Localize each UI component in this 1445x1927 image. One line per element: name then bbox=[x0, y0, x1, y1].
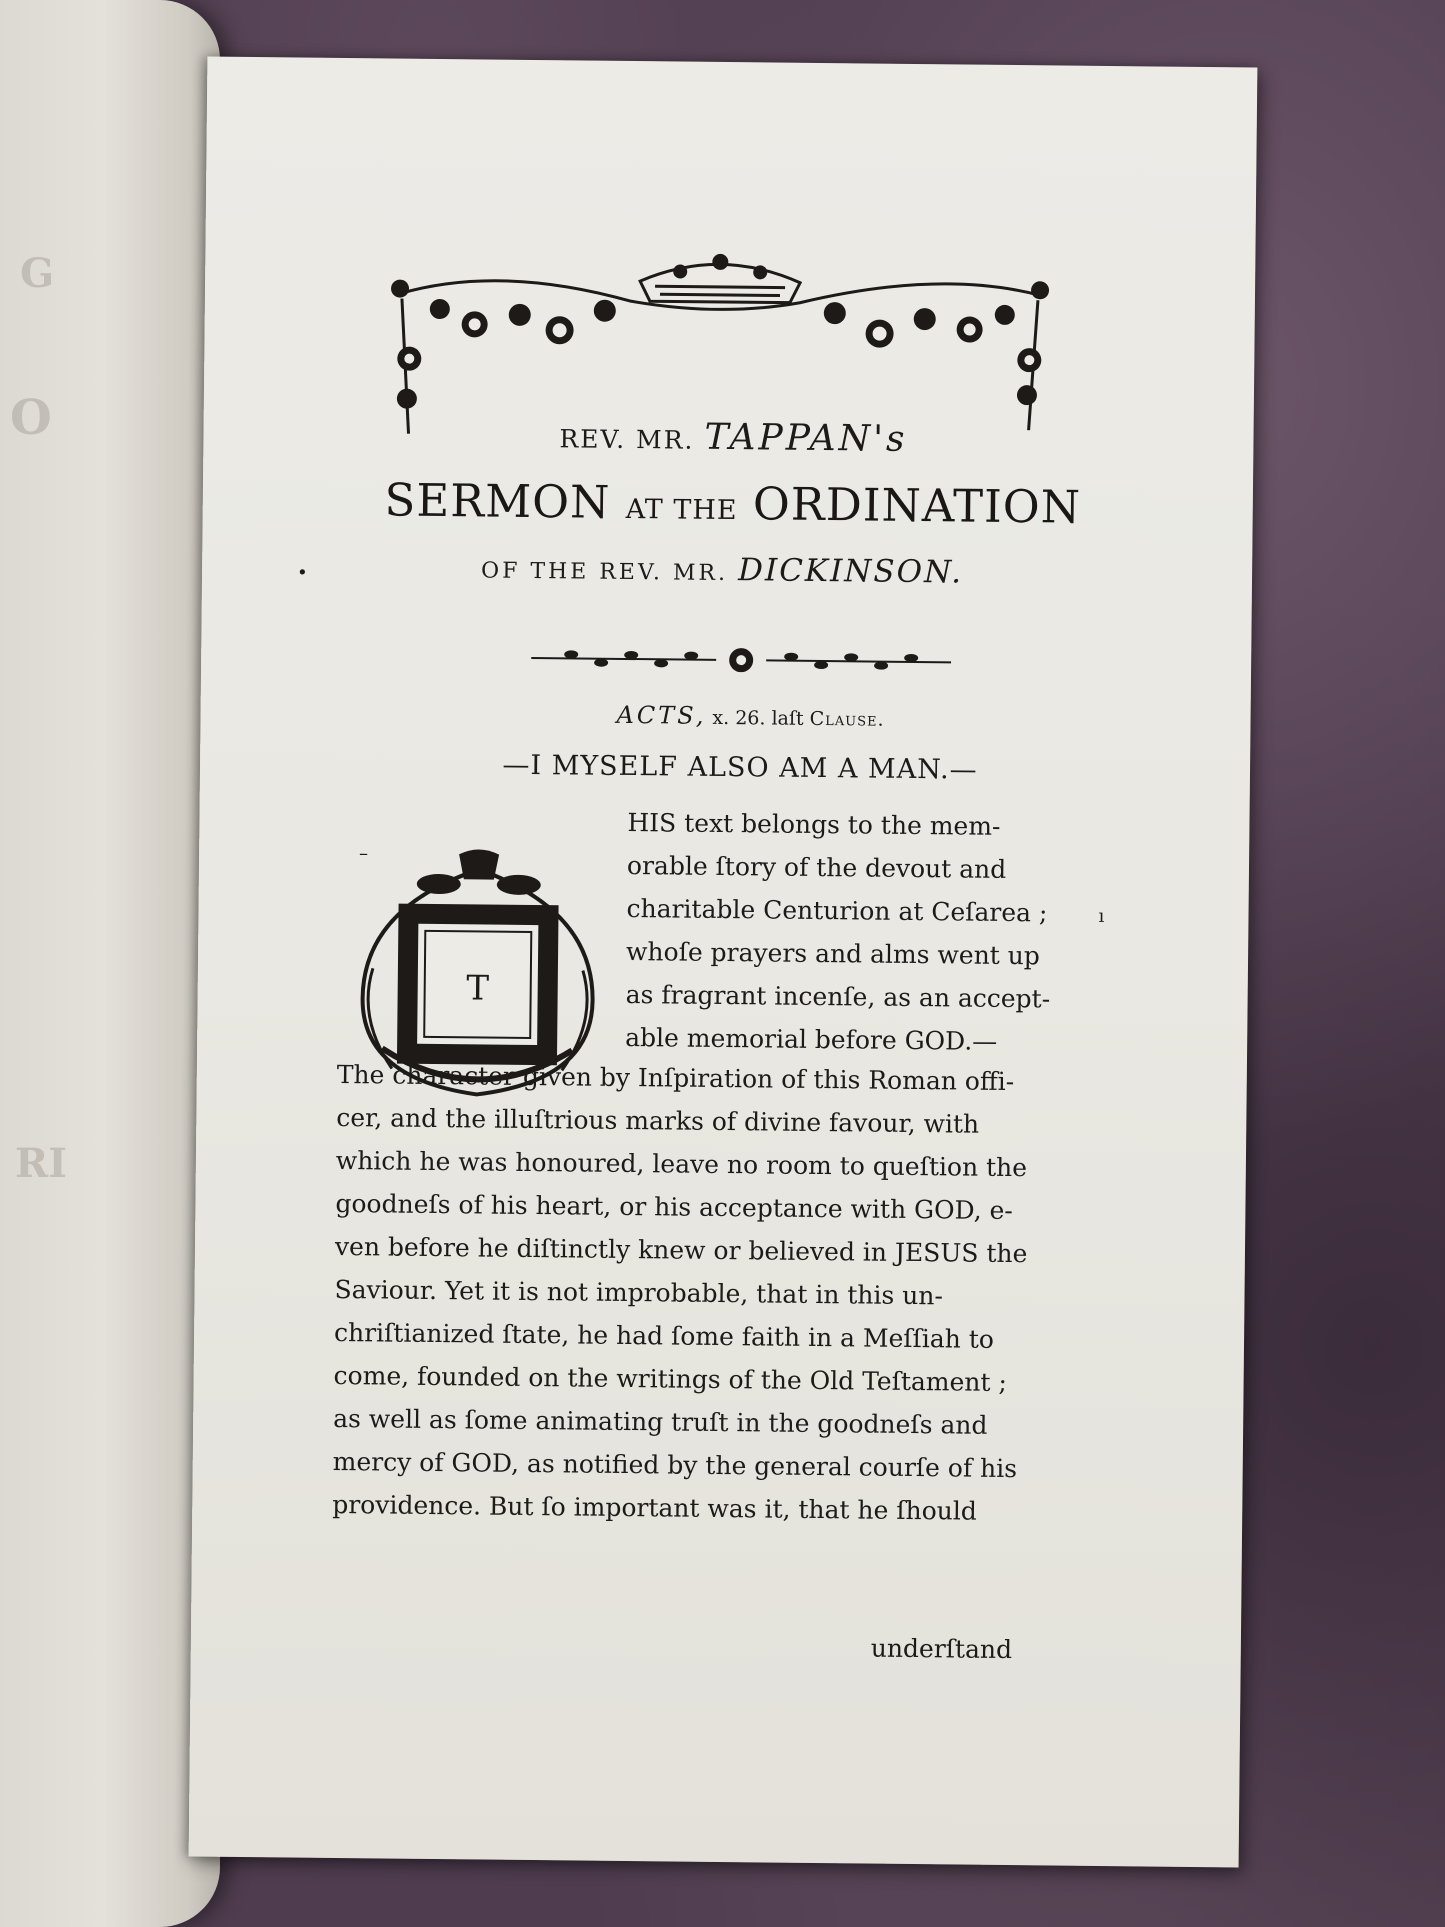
header-dickinson: DICKINSON. bbox=[737, 552, 964, 591]
main-para-line: as well as ſome animating truſt in the goodneſs and bbox=[333, 1403, 988, 1440]
margin-mark: ı bbox=[1098, 905, 1105, 927]
main-para-line: come, founded on the writings of the Old Teſtament ; bbox=[333, 1360, 1008, 1397]
main-para-line: Saviour. Yet it is not improbable, that in this un- bbox=[334, 1274, 944, 1311]
reference-chapter: x. 26. laſt bbox=[712, 706, 804, 730]
first-para-line: orable ſtory of the devout and bbox=[626, 850, 1007, 884]
first-para-line: whoſe prayers and alms went up bbox=[625, 936, 1041, 971]
header-preacher bbox=[453, 414, 1013, 461]
sermon-text: —I MYSELF ALSO AM A MAN.— bbox=[502, 749, 978, 786]
decorative-rule bbox=[531, 645, 951, 675]
first-paragraph bbox=[625, 801, 1068, 1064]
book-page bbox=[189, 57, 1258, 1868]
page-title bbox=[303, 473, 1164, 535]
header-rev: REV. MR. bbox=[559, 424, 695, 455]
main-para-line: cer, and the illuſtrious marks of divine favour, with bbox=[336, 1102, 980, 1139]
drop-initial-letter: T bbox=[466, 968, 490, 1009]
title-sermon: SERMON bbox=[384, 473, 611, 529]
main-para-line: ven before he diſtinctly knew or believed in JESUS the bbox=[334, 1231, 1028, 1269]
reference-book: ACTS, bbox=[616, 700, 707, 730]
margin-mark: • bbox=[296, 562, 308, 584]
first-para-line: charitable Centurion at Ceſarea ; bbox=[626, 893, 1048, 928]
main-para-line: providence. But ſo important was it, that he ſhould bbox=[332, 1489, 978, 1526]
header-of-the-rev: OF THE REV. MR. bbox=[480, 558, 729, 587]
first-para-line: as fragrant incenſe, as an accept- bbox=[625, 979, 1051, 1014]
left-page-edge: G O RI bbox=[0, 0, 220, 1927]
main-paragraph bbox=[332, 1053, 1065, 1534]
main-para-line: mercy of GOD, as notified by the general courſe of his bbox=[332, 1446, 1018, 1484]
margin-mark: – bbox=[359, 843, 369, 865]
main-para-line: The character given by Inſpiration of this Roman offi- bbox=[336, 1059, 1015, 1097]
main-para-line: goodneſs of his heart, or his acceptance with GOD, e- bbox=[335, 1188, 1013, 1226]
main-para-line: chriſtianized ſtate, he had ſome faith in a Meſſiah to bbox=[333, 1317, 995, 1354]
header-tappan: TAPPAN's bbox=[704, 416, 908, 460]
catchword: underſtand bbox=[870, 1633, 1013, 1665]
title-at-the: AT THE bbox=[625, 493, 738, 527]
main-para-line: which he was honoured, leave no room to queſtion the bbox=[335, 1145, 1028, 1183]
reference-clause: Clause. bbox=[809, 707, 885, 731]
header-ordinand bbox=[362, 548, 1082, 592]
first-para-line: HIS text belongs to the mem- bbox=[627, 807, 1001, 841]
first-para-line: able memorial before GOD.— bbox=[625, 1022, 998, 1056]
scripture-reference bbox=[540, 700, 960, 732]
title-ordination: ORDINATION bbox=[752, 477, 1082, 534]
